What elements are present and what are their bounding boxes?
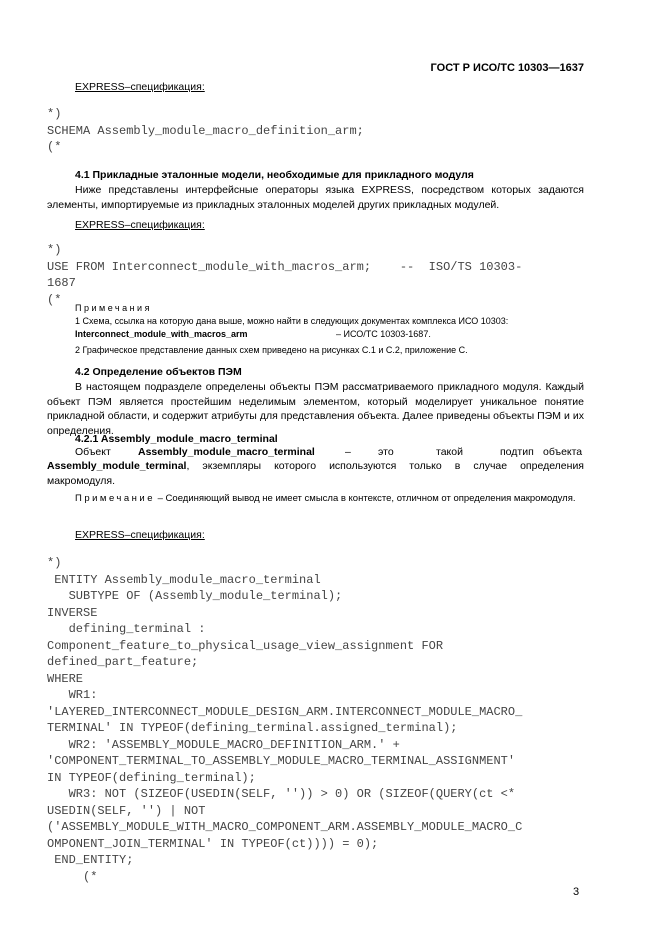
section-4-1-text: Ниже представлены интерфейсные операторы языка EXPRESS, посредством которых задаются элементы, импортируемые из прикладных эталонных моделей других прикладных модулей. xyxy=(47,184,584,211)
code-block-entity xyxy=(47,555,522,885)
code-line: ('ASSEMBLY_MODULE_WITH_MACRO_COMPONENT_ARM.ASSEMBLY_MODULE_MACRO_C xyxy=(47,820,523,834)
code-line: WR3: NOT (SIZEOF(USEDIN(SELF, '')) > 0) OR (SIZEOF(QUERY(ct <* xyxy=(47,787,516,801)
definition-word: такой xyxy=(436,446,463,458)
definition-text: , экземпляры которого используются только в случае определения макромодуля. xyxy=(47,460,584,487)
code-line: TERMINAL' IN TYPEOF(defining_terminal.assigned_terminal); xyxy=(47,721,458,735)
express-label-3: EXPRESS–спецификация: xyxy=(75,529,205,541)
code-line: USE FROM Interconnect_module_with_macros_arm; -- ISO/TS 10303- xyxy=(47,259,523,274)
code-line: (* xyxy=(47,869,98,884)
entity-definition-rest xyxy=(47,459,584,488)
definition-word: подтип xyxy=(500,446,534,458)
code-line: SCHEMA Assembly_module_macro_definition_arm; xyxy=(47,123,364,138)
definition-word: Объект xyxy=(75,446,111,458)
note-macro-terminal xyxy=(47,492,584,505)
section-4-2-1-title: 4.2.1 Assembly_module_macro_terminal xyxy=(75,433,278,445)
code-line: IN TYPEOF(defining_terminal); xyxy=(47,770,256,785)
supertype-name: Assembly_module_terminal xyxy=(47,460,187,472)
code-line: Component_feature_to_physical_usage_view_assignment FOR xyxy=(47,638,444,653)
page-number: 3 xyxy=(573,886,580,898)
definition-word: – xyxy=(345,446,351,458)
code-line: USEDIN(SELF, '') | NOT xyxy=(47,803,206,818)
section-4-1-title: 4.1 Прикладные эталонные модели, необходимые для прикладного модуля xyxy=(75,169,474,181)
code-line: 1687 xyxy=(47,276,76,290)
code-line: *) xyxy=(47,107,62,121)
express-label-1: EXPRESS–спецификация: xyxy=(75,81,205,93)
code-line: *) xyxy=(47,556,62,570)
code-line: 'COMPONENT_TERMINAL_TO_ASSEMBLY_MODULE_MACRO_TERMINAL_ASSIGNMENT' xyxy=(47,754,516,768)
note-1-reference: – ИСО/ТС 10303-1687. xyxy=(336,329,431,339)
note-1-schema-name: Interconnect_module_with_macros_arm xyxy=(75,329,248,339)
document-header: ГОСТ Р ИСО/ТС 10303—1637 xyxy=(430,62,584,74)
note-2: 2 Графическое представление данных схем приведено на рисунках С.1 и С.2, приложение С. xyxy=(75,345,468,355)
express-label-2: EXPRESS–спецификация: xyxy=(75,219,205,231)
code-line: defining_terminal : xyxy=(47,622,206,636)
code-line: WR2: 'ASSEMBLY_MODULE_MACRO_DEFINITION_ARM.' + xyxy=(47,737,400,752)
code-line: 'LAYERED_INTERCONNECT_MODULE_DESIGN_ARM.INTERCONNECT_MODULE_MACRO_ xyxy=(47,704,523,719)
code-line: SUBTYPE OF (Assembly_module_terminal); xyxy=(47,589,343,603)
section-4-2-title: 4.2 Определение объектов ПЭМ xyxy=(75,366,242,378)
code-block-use-from xyxy=(47,242,522,308)
code-line: ENTITY Assembly_module_macro_terminal xyxy=(47,572,321,587)
code-block-schema xyxy=(47,106,364,156)
code-line: WHERE xyxy=(47,671,84,686)
code-line: defined_part_feature; xyxy=(47,655,199,669)
code-line: END_ENTITY; xyxy=(47,853,134,867)
code-line: (* xyxy=(47,140,62,154)
notes-title: Примечания xyxy=(75,303,152,313)
note-title: Примечание xyxy=(75,493,155,504)
definition-word: это xyxy=(378,446,394,458)
note-1: 1 Схема, ссылка на которую дана выше, можно найти в следующих документах комплекса ИСО 10303: xyxy=(75,316,509,326)
code-line: *) xyxy=(47,243,62,257)
note-text: – Соединяющий вывод не имеет смысла в контексте, отличном от определения макромодуля. xyxy=(155,493,576,504)
entity-name: Assembly_module_macro_terminal xyxy=(138,446,315,458)
section-4-2-text: В настоящем подразделе определены объекты ПЭМ рассматриваемого прикладного модуля. Каждый объект ПЭМ является простейшим неделимым элементом, который моделирует уникальное понятие прикладной области, и содержит атрибуты для представления объекта. Далее приведены объекты ПЭМ и их определения. xyxy=(47,381,584,437)
code-line: (* xyxy=(47,292,62,307)
code-line: WR1: xyxy=(47,688,98,702)
definition-word: объекта xyxy=(543,446,583,458)
code-line: INVERSE xyxy=(47,605,98,620)
code-line: OMPONENT_JOIN_TERMINAL' IN TYPEOF(ct)))) = 0); xyxy=(47,836,379,851)
